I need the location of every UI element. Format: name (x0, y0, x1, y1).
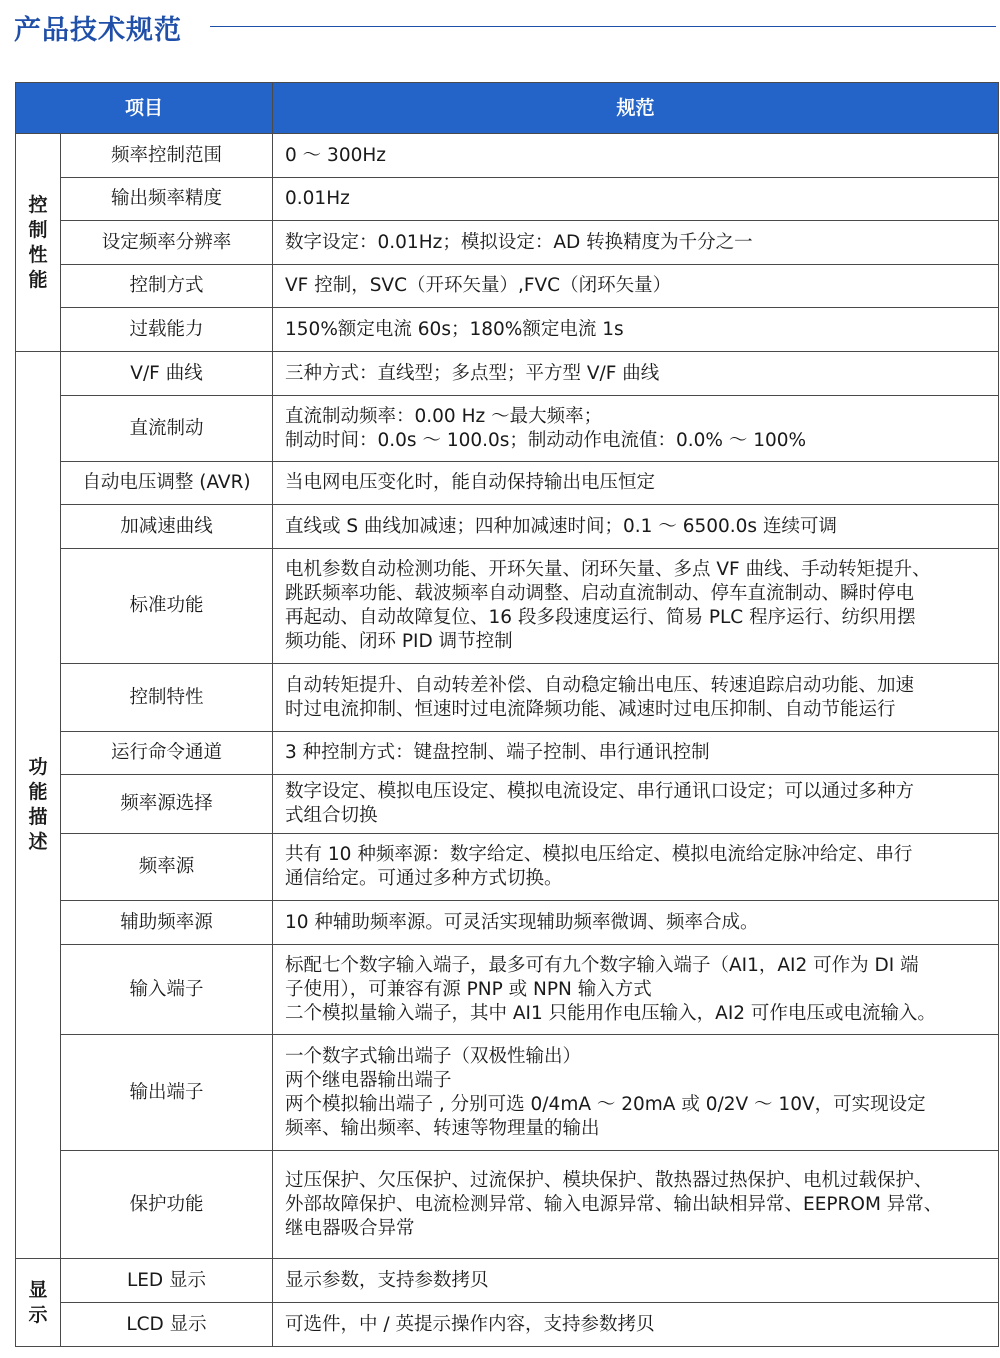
group-label-text: 功能描述 (28, 756, 48, 853)
header-item: 项目 (16, 83, 273, 134)
header-spec: 规范 (273, 83, 999, 134)
item-cell: 控制特性 (61, 664, 273, 732)
spec-cell: 自动转矩提升、自动转差补偿、自动稳定输出电压、转速追踪启动功能、加速 时过电流抑制、恒速时过电流降频功能、减速时过电压抑制、自动节能运行 (273, 664, 999, 732)
group-label (16, 134, 61, 352)
item-cell: 设定频率分辨率 (61, 221, 273, 265)
table-row (16, 396, 999, 462)
group-label-text: 控制性能 (28, 193, 48, 291)
table-row (16, 945, 999, 1035)
table-row (16, 1259, 999, 1303)
item-cell: 输出频率精度 (61, 178, 273, 221)
item-cell: 过载能力 (61, 308, 273, 352)
table-body (16, 134, 999, 1347)
table-row (16, 664, 999, 732)
item-cell: 辅助频率源 (61, 901, 273, 945)
title-bar (14, 4, 996, 48)
table-row (16, 308, 999, 352)
spec-cell: 数字设定、模拟电压设定、模拟电流设定、串行通讯口设定；可以通过多种方 式组合切换 (273, 775, 999, 834)
spec-cell: 10 种辅助频率源。可灵活实现辅助频率微调、频率合成。 (273, 901, 999, 945)
table-row (16, 134, 999, 178)
table-row (16, 1303, 999, 1347)
item-cell: 频率控制范围 (61, 134, 273, 178)
table-row (16, 549, 999, 664)
spec-cell: 150%额定电流 60s；180%额定电流 1s (273, 308, 999, 352)
table-row (16, 834, 999, 901)
spec-cell: 一个数字式输出端子（双极性输出） 两个继电器输出端子 两个模拟输出端子 , 分别可选 0/4mA ～ 20mA 或 0/2V ～ 10V，可实现设定 频率、输出频率、转速等物理量的输出 (273, 1035, 999, 1151)
item-cell: 加减速曲线 (61, 505, 273, 549)
item-cell: 运行命令通道 (61, 732, 273, 775)
group-label (16, 352, 61, 1259)
spec-cell: 直流制动频率：0.00 Hz ～最大频率； 制动时间：0.0s ～ 100.0s；制动动作电流值：0.0% ～ 100% (273, 396, 999, 462)
item-cell: LCD 显示 (61, 1303, 273, 1347)
item-cell: 控制方式 (61, 265, 273, 308)
spec-cell: 电机参数自动检测功能、开环矢量、闭环矢量、多点 VF 曲线、手动转矩提升、 跳跃频率功能、载波频率自动调整、启动直流制动、停车直流制动、瞬时停电 再起动、自动故障复位、16 段多段速度运行、简易 PLC 程序运行、纺织用摆 频功能、闭环 PID 调节控制 (273, 549, 999, 664)
table-row (16, 462, 999, 505)
spec-table (15, 82, 999, 1347)
item-cell: 自动电压调整 (AVR) (61, 462, 273, 505)
item-cell: 保护功能 (61, 1151, 273, 1259)
table-row (16, 775, 999, 834)
table-row (16, 1035, 999, 1151)
group-label (16, 1259, 61, 1347)
group-label-text: 显示 (28, 1278, 48, 1326)
table-row (16, 901, 999, 945)
table-row (16, 178, 999, 221)
item-cell: 输出端子 (61, 1035, 273, 1151)
table-row (16, 221, 999, 265)
item-cell: V/F 曲线 (61, 352, 273, 396)
spec-cell: 可选件，中 / 英提示操作内容，支持参数拷贝 (273, 1303, 999, 1347)
table-row (16, 352, 999, 396)
table-row (16, 265, 999, 308)
spec-cell: 0 ～ 300Hz (273, 134, 999, 178)
item-cell: 标准功能 (61, 549, 273, 664)
item-cell: 输入端子 (61, 945, 273, 1035)
table-row (16, 505, 999, 549)
spec-cell: VF 控制，SVC（开环矢量）,FVC（闭环矢量） (273, 265, 999, 308)
spec-cell: 0.01Hz (273, 178, 999, 221)
spec-cell: 当电网电压变化时，能自动保持输出电压恒定 (273, 462, 999, 505)
spec-cell: 过压保护、欠压保护、过流保护、模块保护、散热器过热保护、电机过载保护、 外部故障保护、电流检测异常、输入电源异常、输出缺相异常、EEPROM 异常、 继电器吸合异常 (273, 1151, 999, 1259)
table-row (16, 1151, 999, 1259)
item-cell: 直流制动 (61, 396, 273, 462)
spec-cell: 3 种控制方式：键盘控制、端子控制、串行通讯控制 (273, 732, 999, 775)
item-cell: LED 显示 (61, 1259, 273, 1303)
spec-cell: 三种方式：直线型；多点型；平方型 V/F 曲线 (273, 352, 999, 396)
spec-cell: 共有 10 种频率源：数字给定、模拟电压给定、模拟电流给定脉冲给定、串行 通信给定。可通过多种方式切换。 (273, 834, 999, 901)
spec-cell: 标配七个数字输入端子，最多可有九个数字输入端子（AI1，AI2 可作为 DI 端 子使用），可兼容有源 PNP 或 NPN 输入方式 二个模拟量输入端子，其中 AI1 只能用作电压输入，AI2 可作电压或电流输入。 (273, 945, 999, 1035)
spec-cell: 数字设定：0.01Hz；模拟设定：AD 转换精度为千分之一 (273, 221, 999, 265)
table-row (16, 732, 999, 775)
item-cell: 频率源选择 (61, 775, 273, 834)
page-title: 产品技术规范 (14, 15, 182, 46)
title-divider (210, 26, 996, 27)
table-header-row (16, 83, 999, 134)
spec-cell: 显示参数，支持参数拷贝 (273, 1259, 999, 1303)
spec-cell: 直线或 S 曲线加减速；四种加减速时间；0.1 ～ 6500.0s 连续可调 (273, 505, 999, 549)
item-cell: 频率源 (61, 834, 273, 901)
